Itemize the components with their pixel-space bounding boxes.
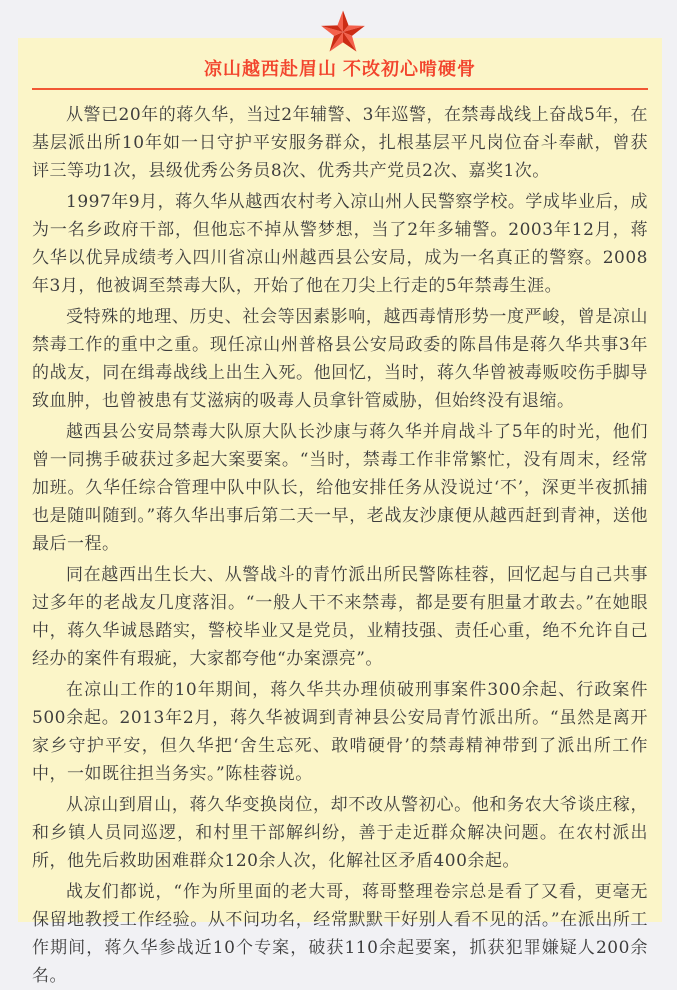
paragraph: 战友们都说，“作为所里面的老大哥，蒋哥整理卷宗总是看了又看，更毫无保留地教授工作经验。从不问功名，经常默默干好别人看不见的活。”在派出所工作期间，蒋久华参战近10个专案，破获110余起要案，抓获犯罪嫌疑人200余名。 [32,882,648,986]
paragraph: 从凉山到眉山，蒋久华变换岗位，却不改从警初心。他和务农大爷谈庄稼，和乡镇人员同巡逻，和村里干部解纠纷，善于走近群众解决问题。在农村派出所，他先后救助困难群众120余人次，化解社区矛盾400余起。 [32,795,648,871]
paragraph: 受特殊的地理、历史、社会等因素影响，越西毒情形势一度严峻，曾是凉山禁毒工作的重中之重。现任凉山州普格县公安局政委的陈昌伟是蒋久华共事3年的战友，同在缉毒战线上出生入死。他回忆，当时，蒋久华曾被毒贩咬伤手脚导致血肿，也曾被患有艾滋病的吸毒人员拿针管威胁，但始终没有退缩。 [32,307,648,411]
paragraph: 越西县公安局禁毒大队原大队长沙康与蒋久华并肩战斗了5年的时光，他们曾一同携手破获过多起大案要案。“当时，禁毒工作非常繁忙，没有周末，经常加班。久华任综合管理中队中队长，给他安排任务从没说过‘不’，深更半夜抓捕也是随叫随到。”蒋久华出事后第二天一早，老战友沙康便从越西赶到青神，送他最后一程。 [32,422,648,554]
red-star-icon [320,9,366,57]
paragraph: 从警已20年的蒋久华，当过2年辅警、3年巡警，在禁毒战线上奋战5年，在基层派出所10年如一日守护平安服务群众，扎根基层平凡岗位奋斗奉献，曾获评三等功1次，县级优秀公务员8次、优秀共产党员2次、嘉奖1次。 [32,105,648,181]
page-title: 凉山越西赴眉山 不改初心啃硬骨 [204,59,476,79]
paragraph: 在凉山工作的10年期间，蒋久华共办理侦破刑事案件300余起、行政案件500余起。2013年2月，蒋久华被调到青神县公安局青竹派出所。“虽然是离开家乡守护平安，但久华把‘舍生忘死、敢啃硬骨’的禁毒精神带到了派出所工作中，一如既往担当务实。”陈桂蓉说。 [32,680,648,784]
paragraph: 同在越西出生长大、从警战斗的青竹派出所民警陈桂蓉，回忆起与自己共事过多年的老战友几度落泪。“一般人干不来禁毒，都是要有胆量才敢去。”在她眼中，蒋久华诚恳踏实，警校毕业又是党员，业精技强、责任心重，绝不允许自己经办的案件有瑕疵，大家都夸他“办案漂亮”。 [32,565,648,669]
paragraph: 1997年9月，蒋久华从越西农村考入凉山州人民警察学校。学成毕业后，成为一名乡政府干部，但他忘不掉从警梦想，当了2年多辅警。2003年12月，蒋久华以优异成绩考入四川省凉山州越西县公安局，成为一名真正的警察。2008年3月，他被调至禁毒大队，开始了他在刀尖上行走的5年禁毒生涯。 [32,192,648,296]
article-body [32,90,648,990]
article-card [18,38,662,986]
